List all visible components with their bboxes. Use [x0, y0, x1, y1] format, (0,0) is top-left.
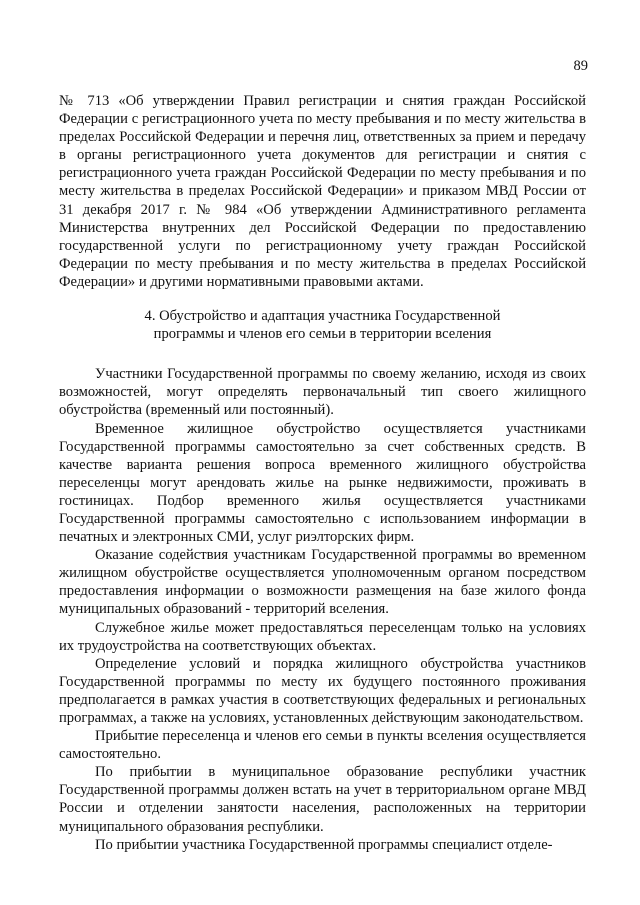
paragraph-specialist: По прибытии участника Государственной программы специалист отделе-: [95, 836, 553, 853]
paragraph-permanent-housing: Определение условий и порядка жилищного обустройства участников Государственной программы по месту их будущего постоянного проживания предполагается в рамках участия в соответствующих федеральных и региональных программах, а также на условиях, установленных действующим законодательством.: [59, 655, 586, 726]
paragraph-service-housing: Служебное жилье может предоставляться переселенцам только на условиях их трудоустройства на соответствующих объектах.: [59, 619, 586, 654]
intro-paragraph: № 713 «Об утверждении Правил регистрации и снятия граждан Российской Федерации с регистрационного учета по месту пребывания и по месту жительства в пределах Российской Федерации и перечня лиц, ответственных за прием и передачу в органы регистрационного учета документов для регистрации и снятия с регистрационного учета граждан Российской Федерации по месту пребывания и по месту жительства в пределах Российской Федерации» и приказом МВД России от 31 декабря 2017 г. № 984 «Об утверждении Административного регламента Министерства внутренних дел Российской Федерации по предоставлению государственной услуги по регистрационному учету граждан Российской Федерации по месту пребывания и по месту жительства в пределах Российской Федерации» и другими нормативными правовыми актами.: [59, 93, 586, 290]
paragraph-temporary-housing: Временное жилищное обустройство осуществляется участниками Государственной программы самостоятельно за счет собственных средств. В качестве варианта решения вопроса временного жилищного обустройства переселенцы могут арендовать жилье на рынке недвижимости, проживать в гостиницах. Подбор временного жилья осуществляется участниками Государственной программы самостоятельно с использованием информации в печатных и электронных СМИ, услуг риэлторских фирм.: [59, 420, 586, 546]
paragraph-arrival: Прибытие переселенца и членов его семьи в пункты вселения осуществляется самостоятельно.: [59, 728, 586, 763]
page-number: 89: [573, 58, 588, 74]
paragraph-registration: По прибытии в муниципальное образование республики участник Государственной программы должен встать на учет в территориальном органе МВД России и отделении занятости населения, расположенных на территории муниципального образования республики.: [59, 764, 586, 835]
paragraph-assistance: Оказание содействия участникам Государственной программы во временном жилищном обустройстве осуществляется уполномоченным органом посредством предоставления информации о возможности размещения на базе жилого фонда муниципальных образований - территорий вселения.: [59, 547, 586, 618]
paragraph-participants-choice: Участники Государственной программы по своему желанию, исходя из своих возможностей, могут определять первоначальный тип своего жилищного обустройства (временный или постоянный).: [59, 366, 586, 419]
document-body: [59, 92, 586, 854]
section-heading: [59, 307, 586, 343]
section-heading-line-2: программы и членов его семьи в территории вселения: [153, 326, 492, 343]
section-heading-line-1: 4. Обустройство и адаптация участника Государственной: [144, 308, 501, 325]
